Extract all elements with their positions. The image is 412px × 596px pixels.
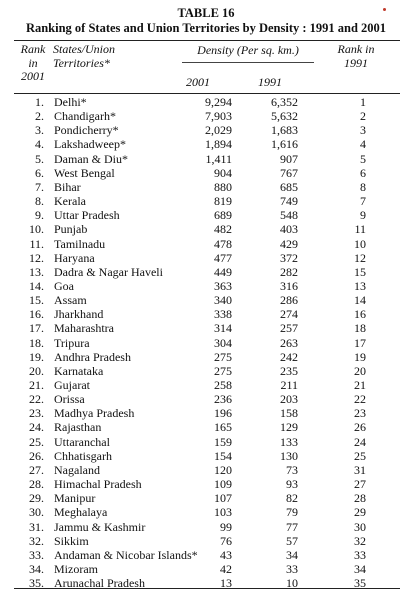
rank-1991-cell: 25	[354, 448, 366, 463]
density-1991-cell: 286	[280, 293, 298, 308]
rank-1991-cell: 17	[354, 335, 366, 350]
rank-1991-cell: 3	[360, 123, 366, 138]
table-row	[0, 477, 412, 492]
state-name-cell: Chandigarh*	[54, 109, 116, 124]
density-2001-cell: 314	[214, 321, 232, 336]
density-1991-cell: 73	[286, 462, 298, 477]
density-2001-cell: 819	[214, 194, 232, 209]
top-rule	[14, 40, 400, 41]
density-1991-cell: 235	[280, 363, 298, 378]
table-row	[0, 392, 412, 407]
rank-cell: 3.	[35, 123, 44, 138]
rank-1991-cell: 22	[354, 392, 366, 407]
header-rank-1991-line2: 1991	[344, 55, 368, 70]
density-1991-cell: 34	[286, 547, 298, 562]
table-row	[0, 279, 412, 294]
table-row	[0, 307, 412, 322]
density-1991-cell: 5,632	[271, 109, 298, 124]
header-density-2001: 2001	[186, 75, 210, 89]
density-2001-cell: 7,903	[205, 109, 232, 124]
rank-cell: 22.	[29, 392, 44, 407]
table-row	[0, 123, 412, 138]
rank-1991-cell: 20	[354, 363, 366, 378]
rank-cell: 35.	[29, 576, 44, 591]
state-name-cell: Haryana	[54, 250, 95, 265]
table-row	[0, 406, 412, 421]
rank-cell: 26.	[29, 448, 44, 463]
table-row	[0, 491, 412, 506]
rank-cell: 28.	[29, 477, 44, 492]
rank-cell: 19.	[29, 349, 44, 364]
table-row	[0, 534, 412, 549]
state-name-cell: Nagaland	[54, 462, 100, 477]
state-name-cell: Maharashtra	[54, 321, 114, 336]
header-states-line2: Territories*	[53, 55, 110, 70]
state-name-cell: Delhi*	[54, 95, 87, 109]
rank-cell: 33.	[29, 547, 44, 562]
density-1991-cell: 130	[280, 448, 298, 463]
header-density: Density (Per sq. km.)	[197, 43, 299, 57]
header-density-1991: 1991	[258, 75, 282, 89]
rank-1991-cell: 4	[360, 137, 366, 152]
density-1991-cell: 133	[280, 434, 298, 449]
rank-1991-cell: 11	[354, 222, 366, 237]
rank-1991-cell: 13	[354, 278, 366, 293]
density-1991-cell: 429	[280, 236, 298, 251]
rank-cell: 12.	[29, 250, 44, 265]
density-1991-cell: 79	[286, 505, 298, 520]
state-name-cell: Andhra Pradesh	[54, 349, 131, 364]
table-row	[0, 378, 412, 393]
state-name-cell: Goa	[54, 278, 74, 293]
density-1991-cell: 158	[280, 406, 298, 421]
rank-1991-cell: 33	[354, 547, 366, 562]
table-row	[0, 109, 412, 124]
density-1991-cell: 403	[280, 222, 298, 237]
state-name-cell: Himachal Pradesh	[54, 477, 142, 492]
header-bottom-rule	[14, 93, 400, 94]
rank-cell: 18.	[29, 335, 44, 350]
density-1991-cell: 372	[280, 250, 298, 265]
state-name-cell: Assam	[54, 293, 87, 308]
density-header-rule	[182, 62, 314, 63]
density-2001-cell: 304	[214, 335, 232, 350]
density-1991-cell: 82	[286, 491, 298, 506]
rank-1991-cell: 24	[354, 434, 366, 449]
density-1991-cell: 93	[286, 477, 298, 492]
density-2001-cell: 689	[214, 208, 232, 223]
density-1991-cell: 33	[286, 561, 298, 576]
rank-cell: 6.	[35, 165, 44, 180]
density-2001-cell: 103	[214, 505, 232, 520]
table-row	[0, 152, 412, 167]
rank-cell: 4.	[35, 137, 44, 152]
rank-1991-cell: 15	[354, 264, 366, 279]
density-2001-cell: 904	[214, 165, 232, 180]
rank-cell: 17.	[29, 321, 44, 336]
state-name-cell: Orissa	[54, 392, 85, 407]
rank-cell: 29.	[29, 491, 44, 506]
state-name-cell: Karnataka	[54, 363, 104, 378]
density-2001-cell: 107	[214, 491, 232, 506]
density-2001-cell: 109	[214, 477, 232, 492]
header-rank-2001-line1: Rank	[20, 42, 46, 56]
table-row	[0, 350, 412, 365]
rank-1991-cell: 10	[354, 236, 366, 251]
state-name-cell: Jharkhand	[54, 307, 104, 322]
table-row	[0, 336, 412, 351]
density-1991-cell: 282	[280, 264, 298, 279]
density-2001-cell: 120	[214, 462, 232, 477]
table-row	[0, 562, 412, 577]
rank-cell: 31.	[29, 519, 44, 534]
table-row	[0, 520, 412, 535]
state-name-cell: Mizoram	[54, 561, 98, 576]
table-title: Ranking of States and Union Territories by Density : 1991 and 2001	[25, 21, 387, 35]
rank-cell: 23.	[29, 406, 44, 421]
table-row	[0, 166, 412, 181]
table-row	[0, 237, 412, 252]
rank-cell: 7.	[35, 179, 44, 194]
state-name-cell: Rajasthan	[54, 420, 102, 435]
table-row	[0, 321, 412, 336]
state-name-cell: Uttaranchal	[54, 434, 110, 449]
header-states-line1: States/Union	[53, 42, 115, 56]
density-2001-cell: 482	[214, 222, 232, 237]
state-name-cell: Andaman & Nicobar Islands*	[54, 547, 198, 562]
state-name-cell: Chhatisgarh	[54, 448, 112, 463]
density-1991-cell: 548	[280, 208, 298, 223]
header-rank-2001	[16, 43, 50, 84]
rank-1991-cell: 8	[360, 179, 366, 194]
rank-1991-cell: 35	[354, 576, 366, 591]
density-2001-cell: 42	[220, 561, 232, 576]
rank-cell: 15.	[29, 293, 44, 308]
rank-1991-cell: 14	[354, 293, 366, 308]
rank-1991-cell: 7	[360, 194, 366, 209]
density-2001-cell: 258	[214, 378, 232, 392]
rank-cell: 2.	[35, 109, 44, 124]
density-1991-cell: 211	[280, 378, 298, 392]
table-row	[0, 265, 412, 280]
rank-1991-cell: 21	[354, 378, 366, 392]
state-name-cell: Bihar	[54, 179, 81, 194]
table-row	[0, 95, 412, 110]
density-2001-cell: 275	[214, 349, 232, 364]
density-2001-cell: 159	[214, 434, 232, 449]
state-name-cell: Manipur	[54, 491, 96, 506]
density-2001-cell: 43	[220, 547, 232, 562]
rank-cell: 32.	[29, 533, 44, 548]
density-2001-cell: 338	[214, 307, 232, 322]
density-2001-cell: 236	[214, 392, 232, 407]
rank-1991-cell: 5	[360, 151, 366, 166]
density-1991-cell: 316	[280, 278, 298, 293]
density-1991-cell: 242	[280, 349, 298, 364]
table-row	[0, 222, 412, 237]
density-2001-cell: 99	[220, 519, 232, 534]
rank-cell: 20.	[29, 363, 44, 378]
density-1991-cell: 685	[280, 179, 298, 194]
density-2001-cell: 477	[214, 250, 232, 265]
rank-cell: 11.	[29, 236, 44, 251]
density-1991-cell: 57	[286, 533, 298, 548]
state-name-cell: Jammu & Kashmir	[54, 519, 146, 534]
density-2001-cell: 340	[214, 293, 232, 308]
density-1991-cell: 6,352	[271, 95, 298, 109]
rank-1991-cell: 31	[354, 462, 366, 477]
rank-cell: 9.	[35, 208, 44, 223]
table-row	[0, 449, 412, 464]
table-row	[0, 251, 412, 266]
table-row	[0, 420, 412, 435]
rank-1991-cell: 1	[360, 95, 366, 109]
density-1991-cell: 1,683	[271, 123, 298, 138]
state-name-cell: West Bengal	[54, 165, 115, 180]
density-1991-cell: 257	[280, 321, 298, 336]
density-2001-cell: 2,029	[205, 123, 232, 138]
density-2001-cell: 76	[220, 533, 232, 548]
rank-cell: 25.	[29, 434, 44, 449]
rank-cell: 5.	[35, 151, 44, 166]
rank-1991-cell: 12	[354, 250, 366, 265]
table-row	[0, 293, 412, 308]
density-2001-cell: 449	[214, 264, 232, 279]
density-1991-cell: 907	[280, 151, 298, 166]
rank-cell: 30.	[29, 505, 44, 520]
density-2001-cell: 880	[214, 179, 232, 194]
state-name-cell: Lakshadweep*	[54, 137, 126, 152]
rank-1991-cell: 9	[360, 208, 366, 223]
density-2001-cell: 1,894	[205, 137, 232, 152]
table-row	[0, 194, 412, 209]
table-row	[0, 137, 412, 152]
table-number: TABLE 16	[177, 6, 235, 20]
rank-1991-cell: 26	[354, 420, 366, 435]
state-name-cell: Uttar Pradesh	[54, 208, 120, 223]
rank-cell: 24.	[29, 420, 44, 435]
rank-1991-cell: 28	[354, 491, 366, 506]
table-row	[0, 435, 412, 450]
rank-1991-cell: 30	[354, 519, 366, 534]
state-name-cell: Pondicherry*	[54, 123, 119, 138]
state-name-cell: Kerala	[54, 194, 86, 209]
state-name-cell: Gujarat	[54, 378, 90, 392]
density-2001-cell: 165	[214, 420, 232, 435]
state-name-cell: Daman & Diu*	[54, 151, 128, 166]
density-2001-cell: 9,294	[205, 95, 232, 109]
state-name-cell: Tamilnadu	[54, 236, 106, 251]
density-2001-cell: 196	[214, 406, 232, 421]
table-row	[0, 548, 412, 563]
rank-1991-cell: 34	[354, 561, 366, 576]
density-1991-cell: 274	[280, 307, 298, 322]
rank-1991-cell: 6	[360, 165, 366, 180]
table-row	[0, 463, 412, 478]
table-row	[0, 180, 412, 195]
rank-cell: 8.	[35, 194, 44, 209]
rank-cell: 34.	[29, 561, 44, 576]
density-2001-cell: 154	[214, 448, 232, 463]
rank-1991-cell: 16	[354, 307, 366, 322]
density-2001-cell: 1,411	[205, 151, 232, 166]
table-row	[0, 208, 412, 223]
table-row	[0, 505, 412, 520]
header-rank-2001-line3: 2001	[21, 69, 45, 83]
density-2001-cell: 275	[214, 363, 232, 378]
density-1991-cell: 203	[280, 392, 298, 407]
density-1991-cell: 767	[280, 165, 298, 180]
rank-1991-cell: 19	[354, 349, 366, 364]
rank-1991-cell: 18	[354, 321, 366, 336]
state-name-cell: Dadra & Nagar Haveli	[54, 264, 163, 279]
rank-cell: 10.	[29, 222, 44, 237]
state-name-cell: Sikkim	[54, 533, 89, 548]
density-2001-cell: 13	[220, 576, 232, 591]
state-name-cell: Arunachal Pradesh	[54, 576, 145, 591]
rank-1991-cell: 23	[354, 406, 366, 421]
density-1991-cell: 263	[280, 335, 298, 350]
rank-1991-cell: 29	[354, 505, 366, 520]
rank-1991-cell: 32	[354, 533, 366, 548]
header-rank-1991	[326, 43, 386, 70]
density-1991-cell: 1,616	[271, 137, 298, 152]
rank-cell: 13.	[29, 264, 44, 279]
rank-cell: 16.	[29, 307, 44, 322]
rank-cell: 14.	[29, 278, 44, 293]
rank-1991-cell: 27	[354, 477, 366, 492]
density-1991-cell: 10	[286, 576, 298, 591]
density-1991-cell: 749	[280, 194, 298, 209]
rank-cell: 1.	[35, 95, 44, 109]
density-1991-cell: 77	[286, 519, 298, 534]
header-states	[53, 43, 173, 70]
rank-1991-cell: 2	[360, 109, 366, 124]
header-rank-1991-line1: Rank in	[337, 42, 375, 56]
density-1991-cell: 129	[280, 420, 298, 435]
density-2001-cell: 478	[214, 236, 232, 251]
table-row	[0, 364, 412, 379]
rank-cell: 27.	[29, 462, 44, 477]
state-name-cell: Madhya Pradesh	[54, 406, 135, 421]
state-name-cell: Punjab	[54, 222, 88, 237]
rank-cell: 21.	[29, 378, 44, 392]
header-rank-2001-line2: in	[28, 55, 38, 70]
state-name-cell: Tripura	[54, 335, 90, 350]
state-name-cell: Meghalaya	[54, 505, 108, 520]
density-2001-cell: 363	[214, 278, 232, 293]
bottom-rule	[14, 588, 400, 589]
